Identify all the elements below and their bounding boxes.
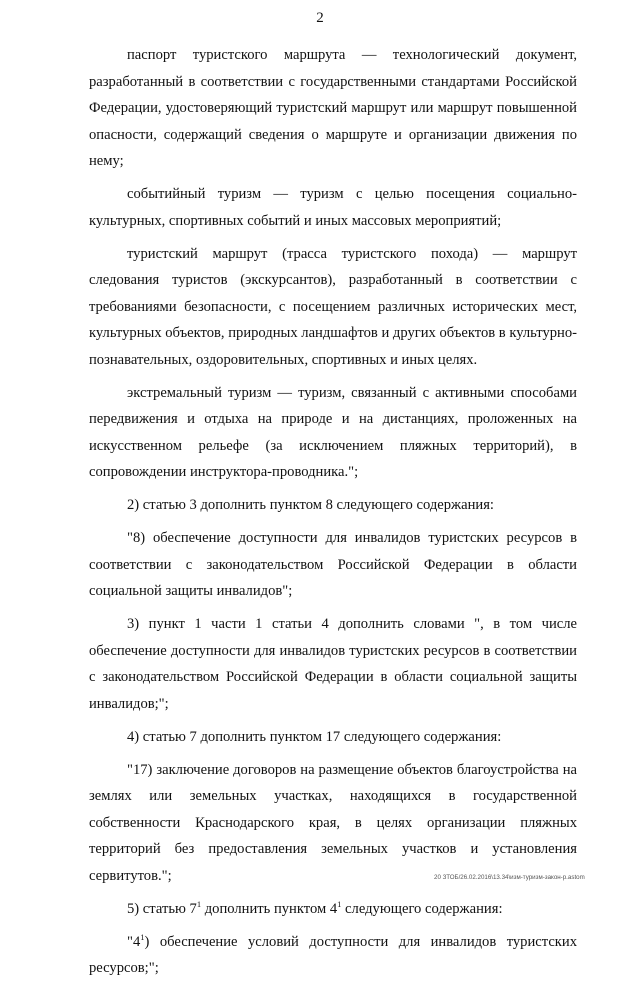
paragraph-item-4: 4) статью 7 дополнить пунктом 17 следующего содержания: <box>127 728 502 745</box>
page-number: 2 <box>316 10 324 26</box>
item-5-quote-superscript: 1 <box>140 931 145 942</box>
paragraph-item-3: 3) пункт 1 части 1 статьи 4 дополнить словами ", в том числе обеспечение доступности для инвалидов туристских ресурсов в соответствии с законодательством Российской Федерации в области социальной защиты инвалидов;"; <box>89 616 577 712</box>
paragraph-item-5-quote <box>89 929 577 982</box>
paragraph-item-5 <box>89 896 577 923</box>
item-5-text-start: 5) статью 7 <box>127 900 197 917</box>
item-5-quote-end: ) обеспечение условий доступности для инвалидов туристских ресурсов;"; <box>89 933 577 976</box>
paragraph-item-4-quote: "17) заключение договоров на размещение объектов благоустройства на землях или земельных участках, находящихся в государственной собственности Краснодарского края, в целях организации пляжных территорий без предоставления земельных участков и установления сервитутов."; <box>89 761 577 884</box>
item-5-text-end: следующего содержания: <box>341 900 503 917</box>
paragraph-tourist-route-definition: туристский маршрут (трасса туристского похода) — маршрут следования туристов (экскурсантов), разработанный в соответствии с требованиями безопасности, с посещением различных исторических мест, культурных объектов, природных ландшафтов и других объектов в культурно-познавательных, оздоровительных, спортивных и иных целях. <box>89 245 578 368</box>
paragraph-event-tourism-definition: событийный туризм — туризм с целью посещения социально-культурных, спортивных событий и иных массовых мероприятий; <box>89 186 577 229</box>
item-5-quote-start: "4 <box>127 933 141 950</box>
paragraph-extreme-tourism-definition: экстремальный туризм — туризм, связанный с активными способами передвижения и отдыха на природе и на дистанциях, проложенных на искусственном рельефе (за исключением пляжных территорий), в сопровождении инструктора-проводника."; <box>89 384 577 480</box>
footer-document-code: 20 ЗТОБ/26.02.2016\13.34\изм-туризм-закон-р.astom <box>434 874 585 881</box>
item-5-superscript-1: 1 <box>196 898 202 909</box>
paragraph-item-2-quote: "8) обеспечение доступности для инвалидов туристских ресурсов в соответствии с законодательством Российской Федерации в области социальной защиты инвалидов"; <box>89 530 577 599</box>
document-body <box>89 42 577 982</box>
paragraph-item-2: 2) статью 3 дополнить пунктом 8 следующего содержания: <box>127 497 494 513</box>
item-5-superscript-2: 1 <box>337 898 342 909</box>
paragraph-passport-definition: паспорт туристского маршрута — технологический документ, разработанный в соответствии с государственными стандартами Российской Федерации, удостоверяющий туристский маршрут или маршрут повышенной опасности, содержащий сведения о маршруте и организации движения по нему; <box>89 47 577 169</box>
item-5-text-middle: дополнить пунктом 4 <box>201 900 338 917</box>
